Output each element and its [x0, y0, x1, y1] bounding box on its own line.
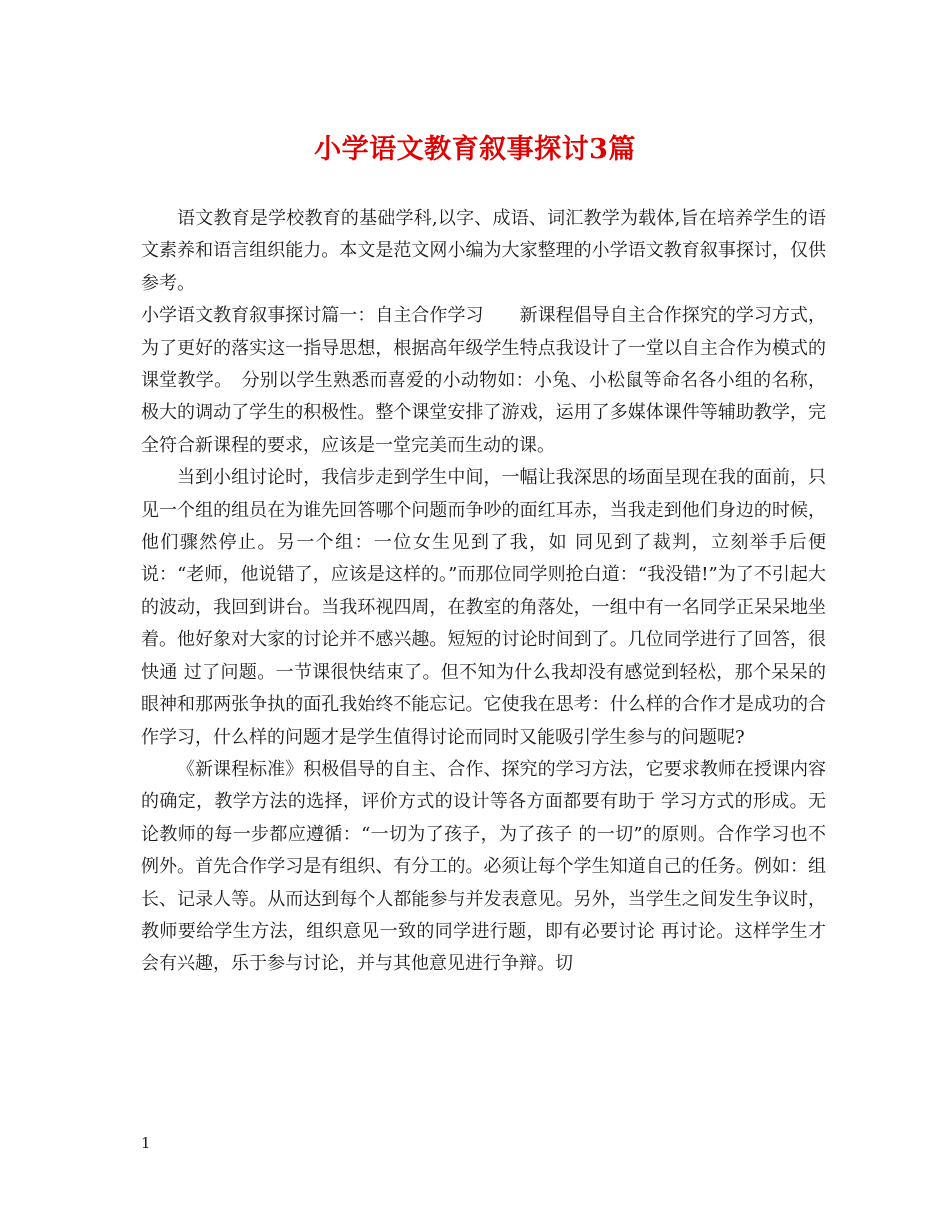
page-number: 1	[141, 1134, 151, 1152]
document-title: 小学语文教育叙事探讨3篇	[314, 134, 636, 165]
section-one-paragraph: 小学语文教育叙事探讨篇一：自主合作学习 新课程倡导自主合作探究的学习方式，为了更好的落实这一指导思想，根据高年级学生特点我设计了一堂以自主合作为模式的课堂教学。 分别以学生熟悉而喜爱的小动物如：小兔、小松鼠等命名各小组的名称，极大的调动了学生的积极性。整个课堂安排了游戏，运用了多媒体课件等辅助教学，完全符合新课程的要求，应该是一堂完美而生动的课。	[141, 305, 826, 456]
intro-paragraph: 语文教育是学校教育的基础学科,以字、成语、词汇教学为载体,旨在培养学生的语文素养和语言组织能力。本文是范文网小编为大家整理的小学语文教育叙事探讨，仅供参考。	[141, 208, 826, 294]
reflection-paragraph: 《新课程标准》积极倡导的自主、合作、探究的学习方法，它要求教师在授课内容的确定，教学方法的选择，评价方式的设计等各方面都要有助于 学习方式的形成。无论教师的每一步都应遵循：“一切为了孩子，为了孩子 的一切”的原则。合作学习也不例外。首先合作学习是有组织、有分工的。必须让每个学生知道自己的任务。例如：组长、记录人等。从而达到每个人都能参与并发表意见。另外，当学生之间发生争议时，教师要给学生方法，组织意见一致的同学进行题，即有必要讨论 再讨论。这样学生才会有兴趣，乐于参与讨论，并与其他意见进行争辩。切	[141, 758, 826, 975]
story-paragraph: 当到小组讨论时，我信步走到学生中间，一幅让我深思的场面呈现在我的面前，只见一个组的组员在为谁先回答哪个问题而争吵的面红耳赤，当我走到他们身边的时候，他们骤然停止。另一个组：一位女生见到了我，如 同见到了裁判，立刻举手后便说：“老师，他说错了，应该是这样的。”而那位同学则抢白道：“我没错!”为了不引起大的波动，我回到讲台。当我环视四周，在教室的角落处，一组中有一名同学正呆呆地坐着。他好象对大家的讨论并不感兴趣。短短的讨论时间到了。几位同学进行了回答，很快通 过了问题。一节课很快结束了。但不知为什么我却没有感觉到轻松，那个呆呆的眼神和那两张争执的面孔我始终不能忘记。它使我在思考：什么样的合作才是成功的合作学习，什么样的问题才是学生值得讨论而同时又能吸引学生参与的问题呢?	[141, 467, 826, 748]
document-body	[141, 203, 826, 981]
